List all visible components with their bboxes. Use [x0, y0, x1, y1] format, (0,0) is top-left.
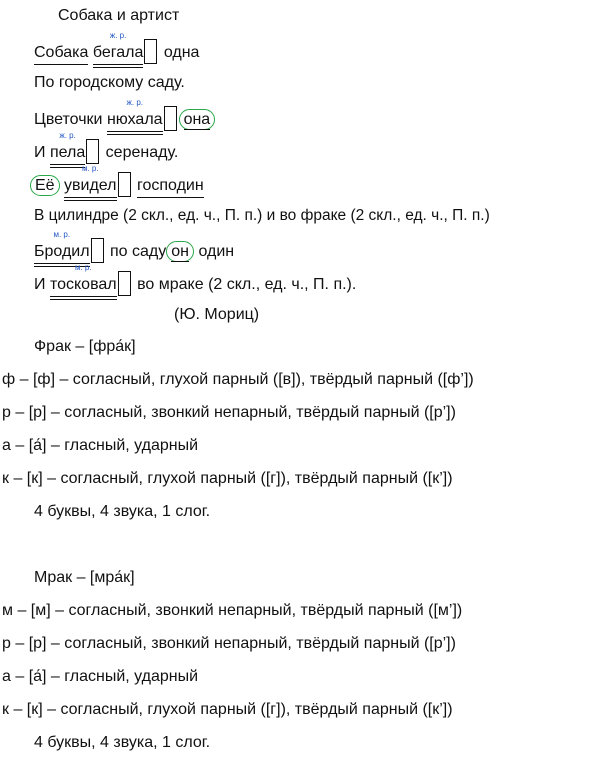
mrak-line: а – [а́] – гласный, ударный	[2, 668, 199, 685]
pronoun-circle: Её	[30, 175, 60, 196]
frak-line: р – [р] – согласный, звонкий непарный, твёрдый парный ([р’])	[2, 404, 456, 421]
line-rest: одна	[163, 44, 200, 61]
gender-note: м. р.	[74, 263, 92, 272]
frak-line: а – [а́] – гласный, ударный	[2, 437, 199, 454]
ending-box	[118, 271, 131, 296]
frak-summary: 4 буквы, 4 звука, 1 слог.	[34, 503, 211, 520]
predicate-word: м. р. увидел	[64, 176, 116, 201]
mrak-line: м – [м] – согласный, звонкий непарный, твёрдый парный ([м’])	[2, 602, 463, 619]
predicate-word: ж. р. бегала	[93, 43, 144, 68]
poem-author: (Ю. Мориц)	[174, 306, 260, 323]
line-start: И	[34, 276, 46, 293]
line-rest: во мраке (2 скл., ед. ч., П. п.).	[137, 276, 357, 293]
ending-box	[86, 139, 99, 164]
frak-line: ф – [ф] – согласный, глухой парный ([в]), твёрдый парный ([ф’])	[2, 371, 474, 388]
ending-box	[118, 172, 131, 197]
gender-note: ж. р.	[59, 131, 76, 140]
gender-note: ж. р.	[126, 98, 143, 107]
mrak-summary: 4 буквы, 4 звука, 1 слог.	[34, 734, 211, 751]
mrak-line: р – [р] – согласный, звонкий непарный, твёрдый парный ([р’])	[2, 635, 456, 652]
poem-line-5	[30, 164, 204, 201]
gender-note: м. р.	[53, 230, 71, 239]
line-start: И	[34, 144, 46, 161]
ending-box	[91, 238, 104, 263]
line-rest: серенаду.	[105, 144, 179, 161]
subject-word: Собака	[34, 43, 88, 65]
poem-line-1	[34, 31, 200, 68]
ending-box	[144, 39, 157, 64]
ending-box	[164, 106, 177, 131]
poem-title: Собака и артист	[58, 7, 180, 24]
pronoun-circle: он	[166, 241, 194, 262]
predicate-word: ж. р. нюхала	[107, 110, 163, 135]
predicate-word: м. р. Бродил	[34, 242, 90, 267]
frak-line: к – [к] – согласный, глухой парный ([г]), твёрдый парный ([к’])	[2, 470, 453, 487]
line-start: Цветочки	[34, 111, 103, 128]
poem-line-7	[34, 230, 235, 267]
gender-note: м. р.	[81, 164, 99, 173]
gender-note: ж. р.	[109, 31, 127, 40]
subject-word: господин	[137, 176, 204, 198]
predicate-word: ж. р. пела	[50, 143, 85, 168]
line-mid: по саду	[110, 243, 167, 260]
predicate-word: м. р. тосковал	[50, 275, 117, 300]
pronoun-circle: она	[179, 109, 216, 130]
mrak-heading: Мрак – [мра́к]	[34, 569, 135, 586]
poem-line-4	[34, 131, 179, 168]
poem-line-6: В цилиндре (2 скл., ед. ч., П. п.) и во фраке (2 скл., ед. ч., П. п.)	[34, 207, 490, 224]
frak-heading: Фрак – [фра́к]	[34, 338, 136, 355]
poem-line-2: По городскому саду.	[34, 74, 185, 91]
line-rest: один	[198, 243, 235, 260]
poem-line-8	[34, 263, 357, 300]
mrak-line: к – [к] – согласный, глухой парный ([г]), твёрдый парный ([к’])	[2, 701, 453, 718]
